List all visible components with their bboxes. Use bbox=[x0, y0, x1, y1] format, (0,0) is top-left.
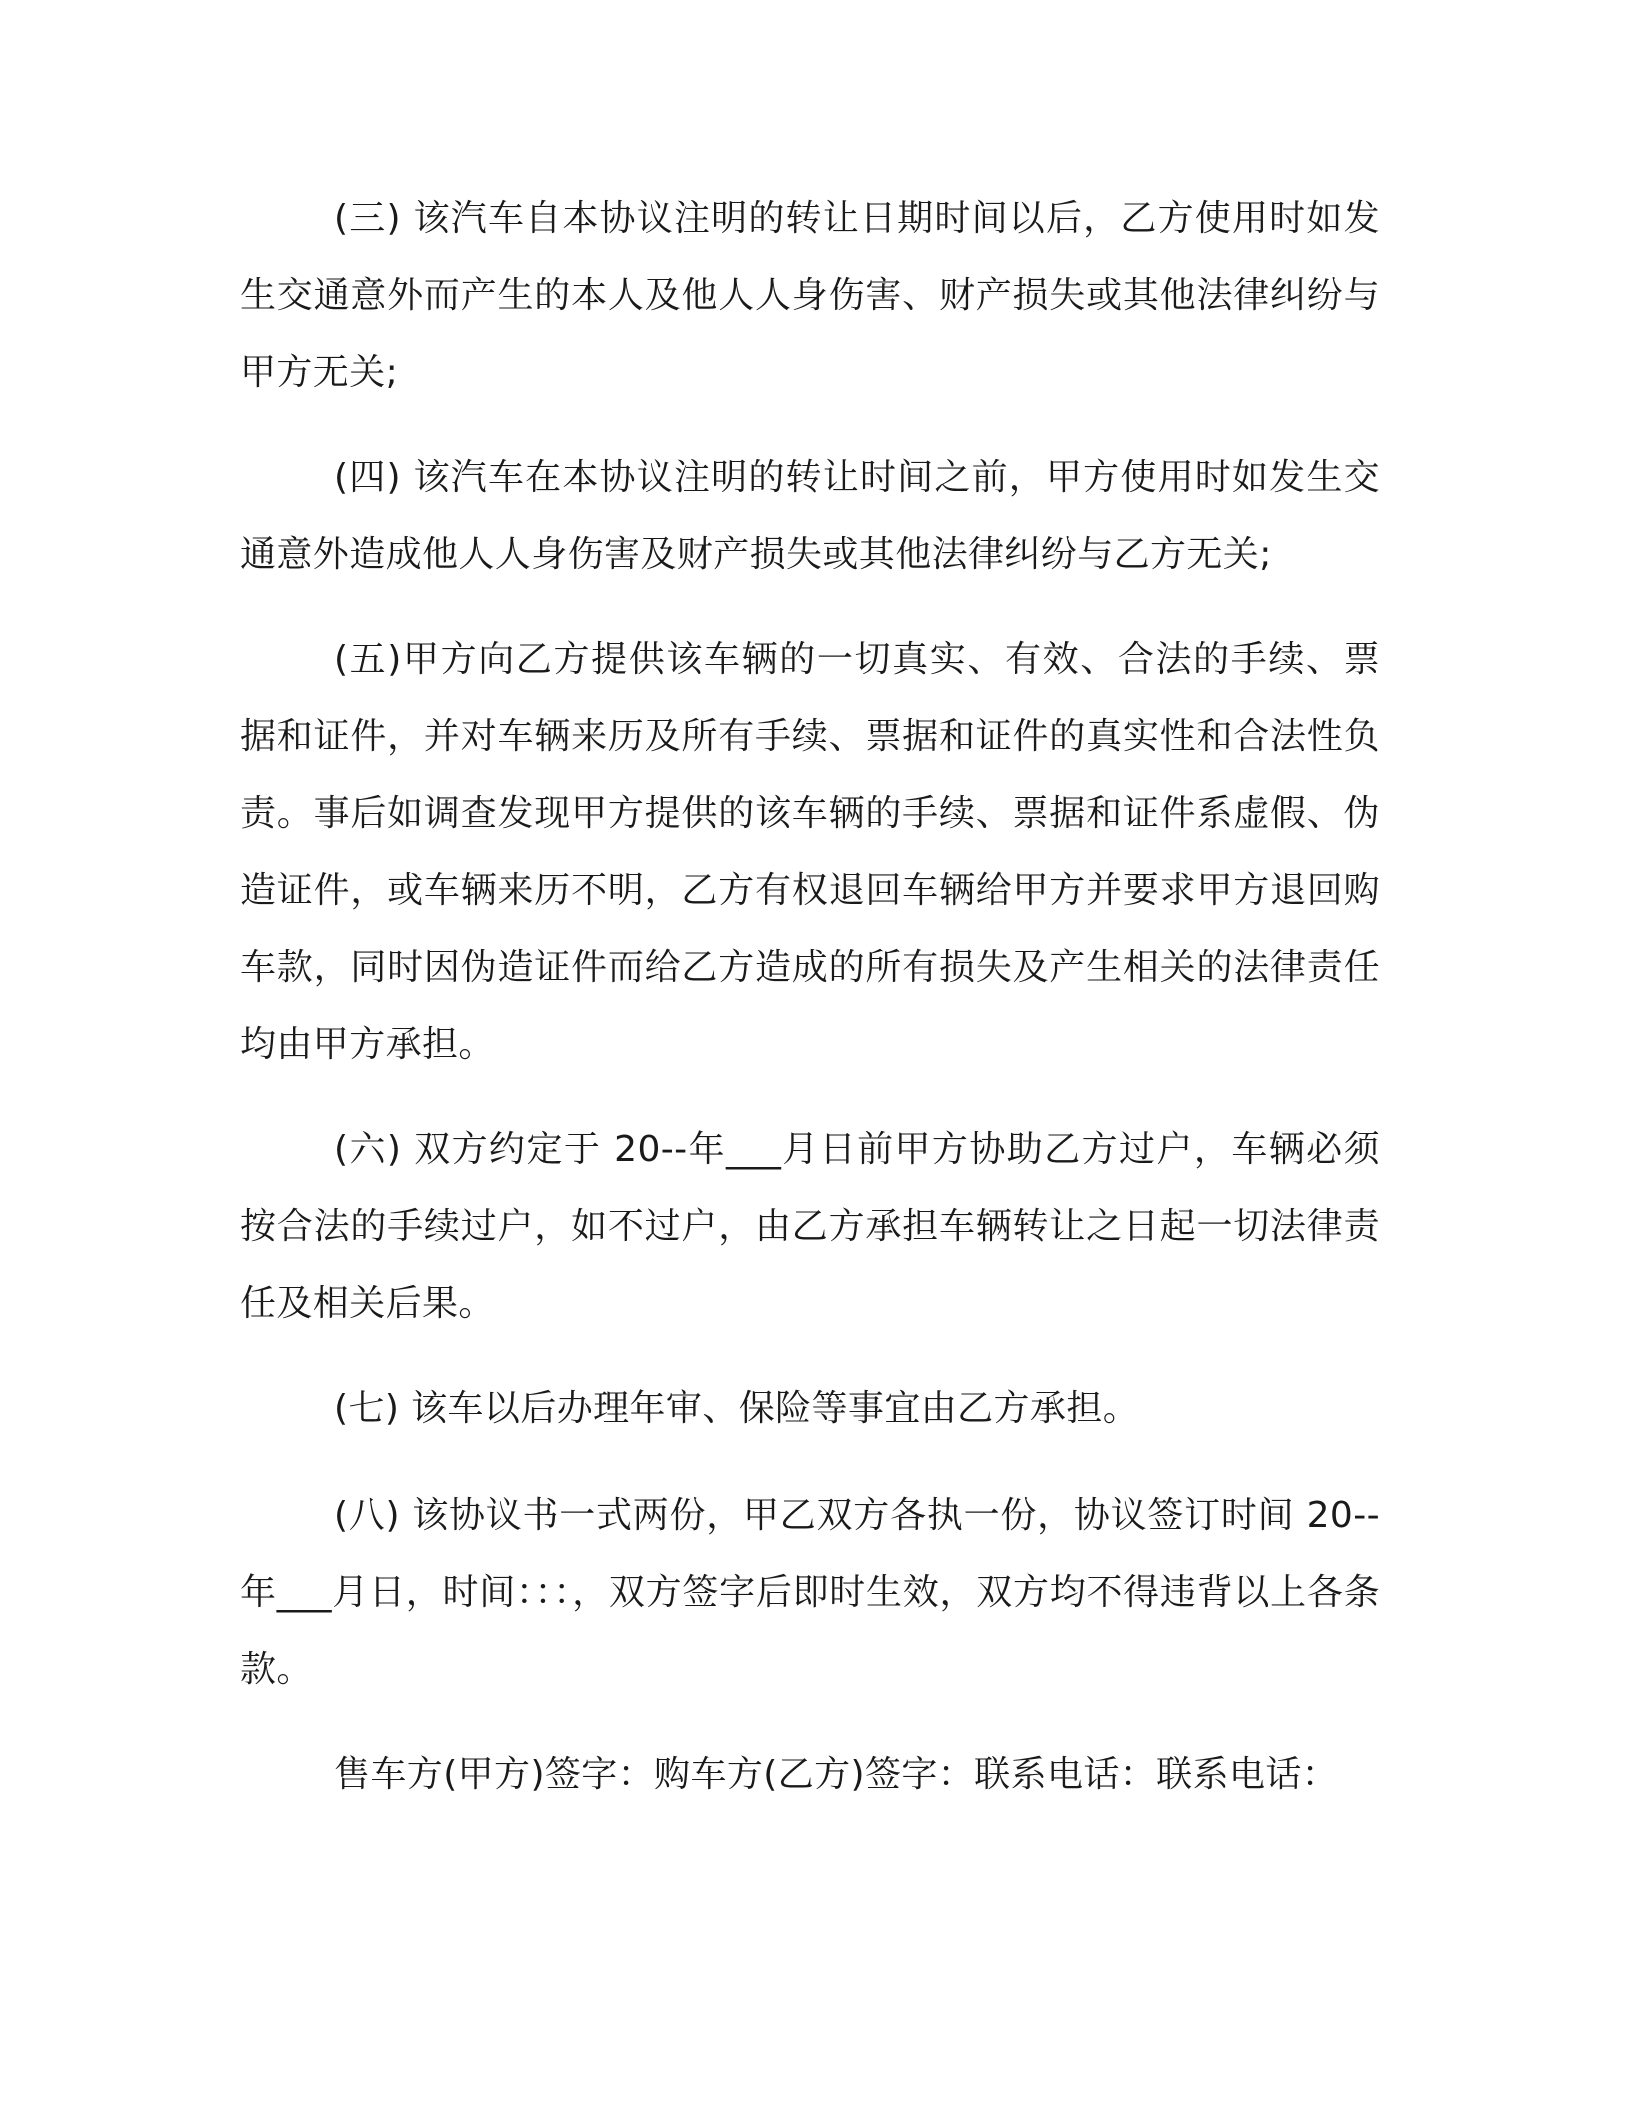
clause-6-paragraph: (六) 双方约定于 20--年___月日前甲方协助乙方过户，车辆必须按合法的手续过户，如不过户，由乙方承担车辆转让之日起一切法律责任及相关后果。 bbox=[240, 1129, 1380, 1324]
clause-4-paragraph: (四) 该汽车在本协议注明的转让时间之前，甲方使用时如发生交通意外造成他人人身伤害及财产损失或其他法律纠纷与乙方无关; bbox=[240, 457, 1380, 575]
clause-7-paragraph: (七) 该车以后办理年审、保险等事宜由乙方承担。 bbox=[334, 1388, 1140, 1429]
document-body bbox=[240, 180, 1380, 1813]
clause-3-paragraph: (三) 该汽车自本协议注明的转让日期时间以后，乙方使用时如发生交通意外而产生的本人及他人人身伤害、财产损失或其他法律纠纷与甲方无关; bbox=[240, 198, 1380, 393]
clause-8-paragraph: (八) 该协议书一式两份，甲乙双方各执一份，协议签订时间 20--年___月日，时间：：：，双方签字后即时生效，双方均不得违背以上各条款。 bbox=[240, 1495, 1380, 1690]
signature-line: 售车方(甲方)签字：购车方(乙方)签字：联系电话：联系电话： bbox=[334, 1754, 1339, 1795]
clause-5-paragraph: (五)甲方向乙方提供该车辆的一切真实、有效、合法的手续、票据和证件，并对车辆来历及所有手续、票据和证件的真实性和合法性负责。事后如调查发现甲方提供的该车辆的手续、票据和证件系虚假、伪造证件，或车辆来历不明，乙方有权退回车辆给甲方并要求甲方退回购车款，同时因伪造证件而给乙方造成的所有损失及产生相关的法律责任均由甲方承担。 bbox=[240, 639, 1380, 1065]
